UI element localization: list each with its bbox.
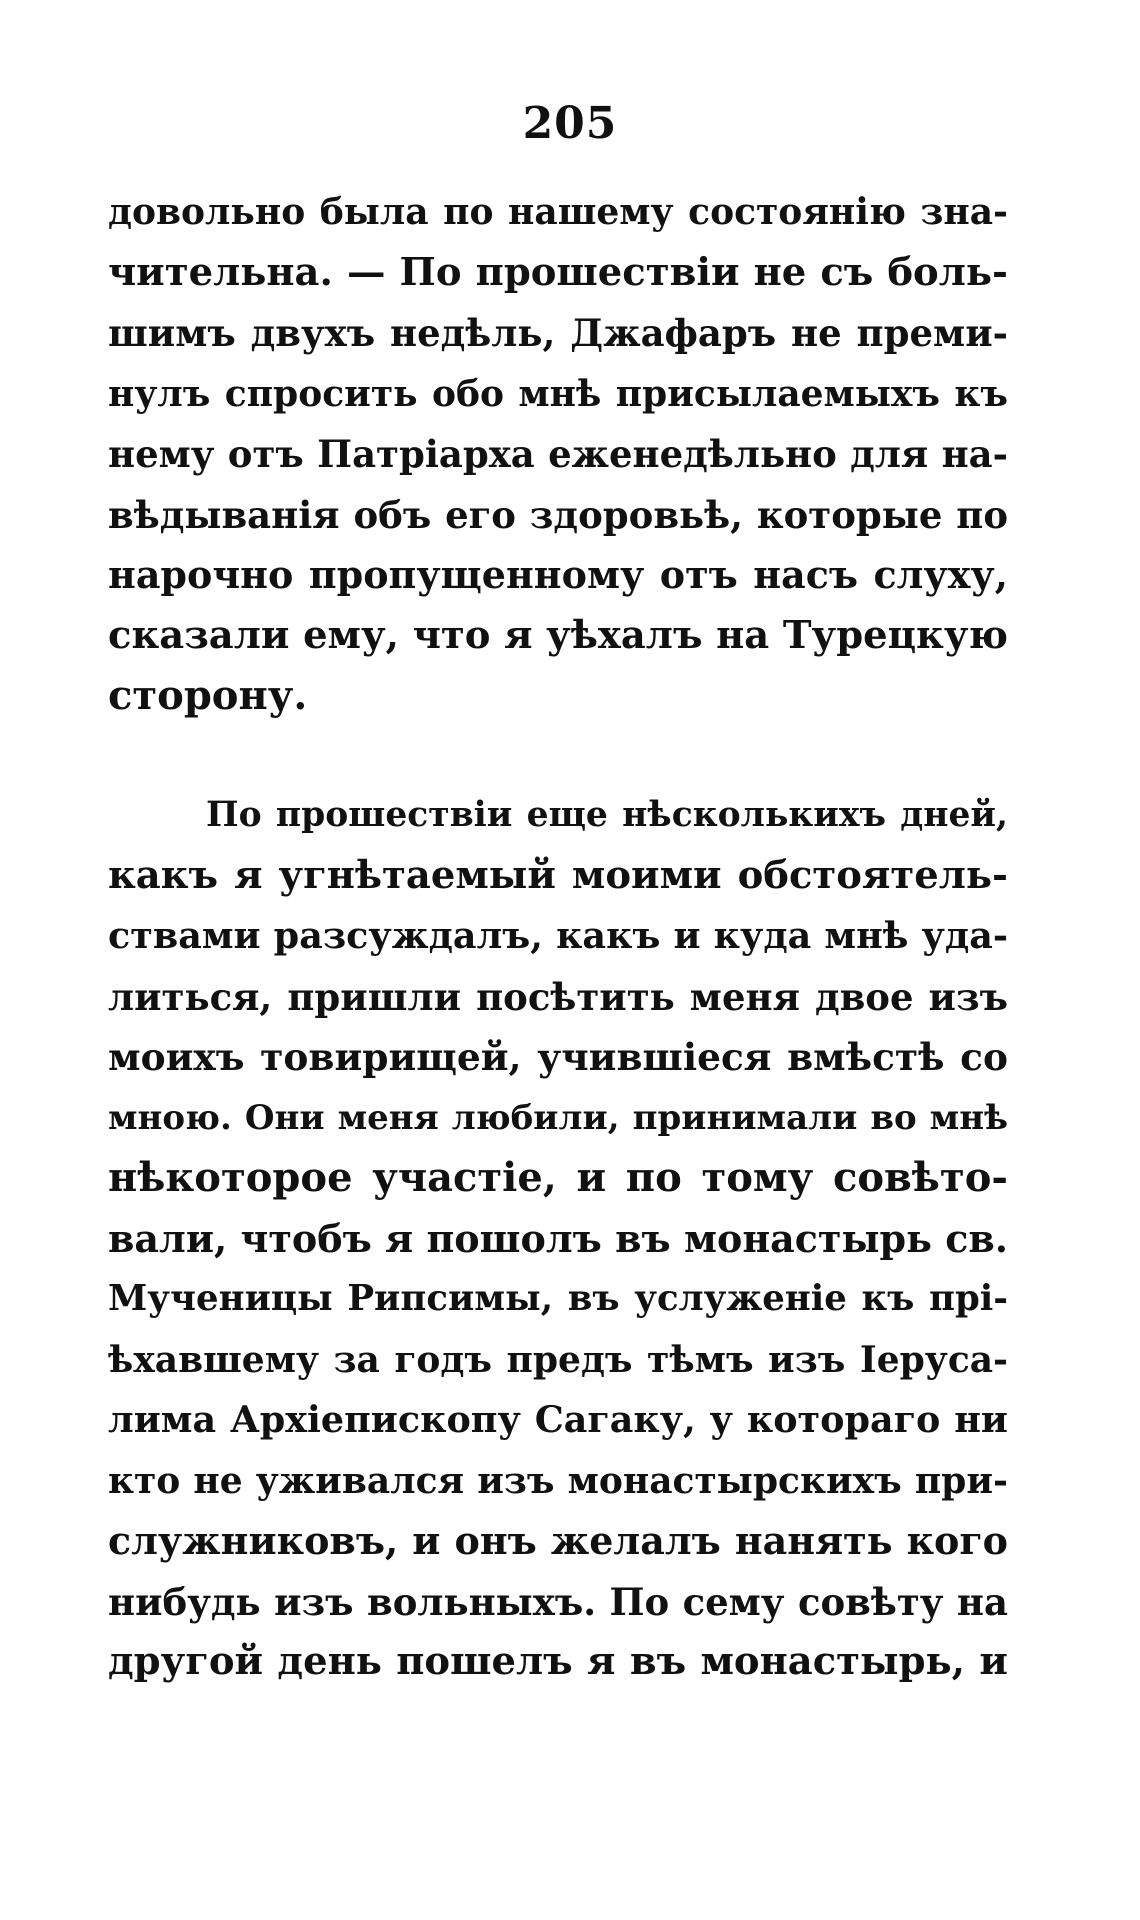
text-line: нему отъ Патріарха еженедѣльно для на- (108, 432, 1008, 476)
text-line: нулъ спросить обо мнѣ присылаемыхъ къ (108, 372, 1008, 415)
text-line: сказали ему, что я уѣхалъ на Турецкую (108, 612, 1008, 658)
text-line: чительна. — По прошествіи не съ боль- (108, 249, 1008, 295)
text-line: моихъ товирищей, учившіеся вмѣстѣ со (108, 1035, 1008, 1079)
text-line: ѣхавшему за годъ предъ тѣмъ изъ Іеруса- (108, 1338, 1008, 1381)
paragraph-2 (108, 785, 1008, 1693)
text-line: какъ я угнѣтаемый моими обстоятель- (108, 852, 1008, 898)
paragraph-1 (108, 182, 1008, 727)
text-line: ствами разсуждалъ, какъ и куда мнѣ уда- (108, 914, 1008, 957)
text-line: нибудь изъ вольныхъ. По сему совѣту на (108, 1579, 1008, 1624)
text-line: довольно была по нашему состоянію зна- (108, 191, 1008, 233)
text-line: По прошествіи еще нѣсколькихъ дней, (206, 795, 1008, 835)
text-line: служниковъ, и онъ желалъ нанять кого (108, 1518, 1008, 1563)
text-line: лима Архіепископу Сагаку, у котораго ни (108, 1398, 1008, 1441)
text-line: кто не уживался изъ монастырскихъ при- (108, 1459, 1008, 1502)
text-line: нарочно пропущенному отъ насъ слуху, (108, 552, 1008, 597)
text-line: нѣкоторое участіе, и по тому совѣто- (108, 1154, 1008, 1201)
text-line: литься, пришли посѣтить меня двое изъ (108, 974, 1008, 1019)
text-line: Мученицы Рипсимы, въ услуженіе къ прі- (108, 1278, 1008, 1319)
text-line: мною. Они меня любили, принимали во мнѣ (108, 1097, 1008, 1138)
text-line: другой день пошелъ я въ монастырь, и (108, 1639, 1008, 1684)
page-number: 205 (522, 98, 618, 149)
text-line: вѣдыванія объ его здоровьѣ, которые по (108, 492, 1008, 537)
text-line: сторону. (108, 672, 308, 719)
text-line: вали, чтобъ я пошолъ въ монастырь св. (108, 1215, 1008, 1261)
text-line: шимъ двухъ недѣль, Джафаръ не преми- (108, 311, 1008, 355)
